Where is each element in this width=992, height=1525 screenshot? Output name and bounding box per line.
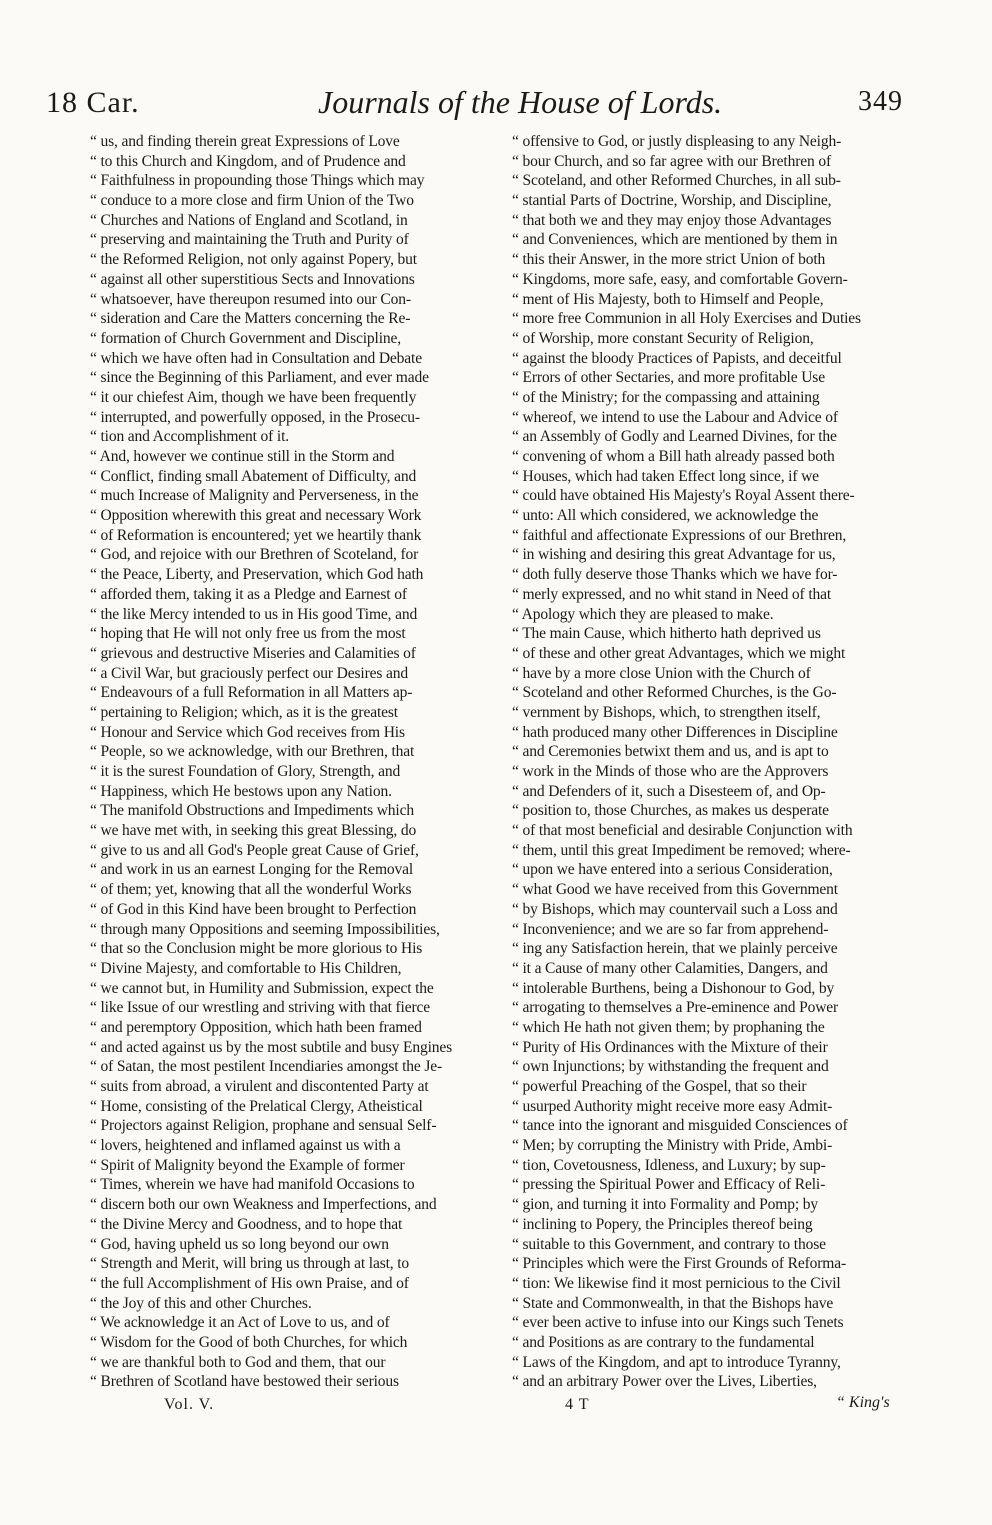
text-line: “ Laws of the Kingdom, and apt to introduce Tyranny, bbox=[512, 1353, 841, 1371]
text-line: “ Kingdoms, more safe, easy, and comfortable Govern- bbox=[512, 270, 848, 288]
text-line: “ Churches and Nations of England and Scotland, in bbox=[90, 211, 408, 229]
text-line: “ own Injunctions; by withstanding the frequent and bbox=[512, 1058, 829, 1076]
text-line: “ hath produced many other Differences in Discipline bbox=[512, 723, 838, 741]
text-line: “ whereof, we intend to use the Labour and Advice of bbox=[512, 408, 838, 426]
text-line: “ Home, consisting of the Prelatical Clergy, Atheistical bbox=[90, 1097, 423, 1115]
text-line: “ and work in us an earnest Longing for the Removal bbox=[90, 861, 414, 879]
text-line: “ of these and other great Advantages, which we might bbox=[512, 644, 846, 662]
text-line: “ which we have often had in Consultation and Debate bbox=[90, 349, 422, 367]
text-line: “ Brethren of Scotland have bestowed their serious bbox=[90, 1373, 399, 1391]
text-line: “ hoping that He will not only free us from the most bbox=[90, 625, 406, 643]
text-line: “ and Conveniences, which are mentioned by them in bbox=[512, 231, 838, 249]
text-line: “ afforded them, taking it as a Pledge and Earnest of bbox=[90, 585, 407, 603]
text-line: “ we have met with, in seeking this great Blessing, do bbox=[90, 822, 417, 840]
text-line: “ the like Mercy intended to us in His good Time, and bbox=[90, 605, 418, 623]
text-line: “ conduce to a more close and firm Union of the Two bbox=[90, 192, 414, 210]
text-line: “ and acted against us by the most subtile and busy Engines bbox=[90, 1038, 453, 1056]
text-line: “ Inconvenience; and we are so far from apprehend- bbox=[512, 920, 829, 938]
signature-mark: 4 T bbox=[565, 1396, 590, 1413]
text-line: “ The manifold Obstructions and Impediments which bbox=[90, 802, 414, 820]
text-line: “ tion and Accomplishment of it. bbox=[90, 428, 290, 446]
text-line: “ and Positions as are contrary to the fundamental bbox=[512, 1333, 815, 1351]
running-head-regnal-year: 18 Car. bbox=[46, 86, 140, 119]
text-line: “ upon we have entered into a serious Consideration, bbox=[512, 861, 833, 879]
text-line: “ bour Church, and so far agree with our Brethren of bbox=[512, 152, 832, 170]
text-line: “ of God in this Kind have been brought to Perfection bbox=[90, 900, 417, 918]
volume-mark: Vol. V. bbox=[164, 1396, 215, 1413]
text-line: “ an Assembly of Godly and Learned Divines, for the bbox=[512, 428, 837, 446]
text-line: “ sideration and Care the Matters concerning the Re- bbox=[90, 310, 411, 328]
text-line: “ offensive to God, or justly displeasing to any Neigh- bbox=[512, 133, 842, 150]
text-line: “ the full Accomplishment of His own Praise, and of bbox=[90, 1274, 409, 1292]
text-line: “ position to, those Churches, as makes us desperate bbox=[512, 802, 829, 820]
text-line: “ by Bishops, which may countervail such a Loss and bbox=[512, 900, 838, 918]
text-line: “ tance into the ignorant and misguided Consciences of bbox=[512, 1117, 848, 1135]
text-line: “ Honour and Service which God receives from His bbox=[90, 723, 405, 741]
text-line: “ discern both our own Weakness and Imperfections, and bbox=[90, 1196, 437, 1214]
page-footer bbox=[0, 1394, 992, 1430]
text-line: “ more free Communion in all Holy Exercises and Duties bbox=[512, 310, 861, 328]
text-line: “ against the bloody Practices of Papists, and deceitful bbox=[512, 349, 842, 367]
text-line: “ preserving and maintaining the Truth and Purity of bbox=[90, 231, 409, 249]
text-line: “ could have obtained His Majesty's Royal Assent there- bbox=[512, 487, 855, 505]
text-line: “ The main Cause, which hitherto hath deprived us bbox=[512, 625, 821, 643]
text-line: “ whatsoever, have thereupon resumed into our Con- bbox=[90, 290, 411, 308]
text-line: “ And, however we continue still in the Storm and bbox=[90, 448, 395, 465]
text-line: “ of the Ministry; for the compassing and attaining bbox=[512, 388, 820, 406]
text-line: “ us, and finding therein great Expressions of Love bbox=[90, 133, 400, 150]
text-line: “ and Defenders of it, such a Disesteem of, and Op- bbox=[512, 782, 826, 800]
text-line: “ to this Church and Kingdom, and of Prudence and bbox=[90, 152, 406, 170]
text-line: “ in wishing and desiring this great Advantage for us, bbox=[512, 546, 836, 564]
text-line: “ the Divine Mercy and Goodness, and to hope that bbox=[90, 1215, 403, 1233]
text-line: “ it a Cause of many other Calamities, Dangers, and bbox=[512, 959, 828, 977]
text-line: “ much Increase of Malignity and Perverseness, in the bbox=[90, 487, 419, 505]
text-line: “ the Peace, Liberty, and Preservation, which God hath bbox=[90, 566, 424, 584]
text-line: “ suits from abroad, a virulent and discontented Party at bbox=[90, 1078, 429, 1095]
right-text-column bbox=[512, 132, 918, 1394]
text-line: “ People, so we acknowledge, with our Brethren, that bbox=[90, 743, 415, 761]
text-line: “ Opposition wherewith this great and necessary Work bbox=[90, 507, 422, 525]
text-line: “ inclining to Popery, the Principles thereof being bbox=[512, 1215, 813, 1233]
text-line: “ that so the Conclusion might be more glorious to His bbox=[90, 940, 423, 958]
text-line: “ since the Beginning of this Parliament, and ever made bbox=[90, 369, 429, 387]
page-header bbox=[0, 80, 992, 132]
text-line: “ of Worship, more constant Security of Religion, bbox=[512, 329, 814, 347]
text-line: “ them, until this great Impediment be removed; where- bbox=[512, 841, 851, 859]
text-line: “ Scoteland and other Reformed Churches, is the Go- bbox=[512, 684, 837, 702]
text-line: “ of Satan, the most pestilent Incendiaries amongst the Je- bbox=[90, 1058, 443, 1076]
text-line: “ formation of Church Government and Discipline, bbox=[90, 329, 401, 347]
text-line: “ Faithfulness in propounding those Things which may bbox=[90, 172, 425, 190]
text-line: “ the Joy of this and other Churches. bbox=[90, 1294, 312, 1312]
text-line: “ usurped Authority might receive more easy Admit- bbox=[512, 1097, 833, 1115]
text-line: “ this their Answer, in the more strict Union of both bbox=[512, 251, 826, 269]
text-line: “ tion, Covetousness, Idleness, and Luxury; by sup- bbox=[512, 1156, 826, 1174]
text-line: “ it our chiefest Aim, though we have been frequently bbox=[90, 388, 417, 406]
text-line: “ suitable to this Government, and contrary to those bbox=[512, 1235, 826, 1253]
text-line: “ Apology which they are pleased to make. bbox=[512, 605, 774, 623]
text-line: “ intolerable Burthens, being a Dishonour to God, by bbox=[512, 979, 835, 997]
text-line: “ what Good we have received from this Government bbox=[512, 881, 838, 899]
text-line: “ Wisdom for the Good of both Churches, for which bbox=[90, 1333, 408, 1351]
text-line: “ State and Commonwealth, in that the Bishops have bbox=[512, 1294, 834, 1312]
text-line: “ the Reformed Religion, not only against Popery, but bbox=[90, 251, 417, 269]
text-line: “ Principles which were the First Grounds of Reforma- bbox=[512, 1255, 846, 1273]
text-line: “ vernment by Bishops, which, to strengthen itself, bbox=[512, 703, 821, 721]
text-line: “ merly expressed, and no whit stand in Need of that bbox=[512, 585, 832, 603]
text-line: “ ever been active to infuse into our Kings such Tenets bbox=[512, 1314, 844, 1332]
text-line: “ Errors of other Sectaries, and more profitable Use bbox=[512, 369, 825, 387]
text-line: “ unto: All which considered, we acknowledge the bbox=[512, 507, 819, 525]
text-line: “ doth fully deserve those Thanks which we have for- bbox=[512, 566, 838, 584]
text-line: “ pressing the Spiritual Power and Efficacy of Reli- bbox=[512, 1176, 826, 1194]
text-line: “ lovers, heightened and inflamed against us with a bbox=[90, 1137, 401, 1155]
text-line: “ Happiness, which He bestows upon any Nation. bbox=[90, 782, 392, 800]
text-line: “ and an arbitrary Power over the Lives, Liberties, bbox=[512, 1373, 817, 1391]
text-line: “ faithful and affectionate Expressions of our Brethren, bbox=[512, 526, 847, 544]
text-line: “ of Reformation is encountered; yet we heartily thank bbox=[90, 526, 422, 544]
page-number: 349 bbox=[858, 86, 903, 117]
left-text-column bbox=[90, 132, 498, 1394]
text-line: “ of that most beneficial and desirable Conjunction with bbox=[512, 822, 853, 840]
text-line: “ We acknowledge it an Act of Love to us, and of bbox=[90, 1314, 390, 1332]
text-line: “ Divine Majesty, and comfortable to His Children, bbox=[90, 959, 402, 977]
text-line: “ through many Oppositions and seeming Impossibilities, bbox=[90, 920, 440, 938]
text-line: “ we are thankful both to God and them, that our bbox=[90, 1353, 386, 1371]
text-line: “ a Civil War, but graciously perfect our Desires and bbox=[90, 664, 408, 682]
text-line: “ like Issue of our wrestling and striving with that fierce bbox=[90, 999, 430, 1017]
text-line: “ Men; by corrupting the Ministry with Pride, Ambi- bbox=[512, 1137, 833, 1155]
text-line: “ Times, wherein we have had manifold Occasions to bbox=[90, 1176, 415, 1194]
text-line: “ which He hath not given them; by prophaning the bbox=[512, 1018, 825, 1036]
text-line: “ give to us and all God's People great Cause of Grief, bbox=[90, 841, 419, 859]
text-line: “ Spirit of Malignity beyond the Example of former bbox=[90, 1156, 405, 1174]
text-line: “ God, having upheld us so long beyond our own bbox=[90, 1235, 389, 1253]
text-line: “ grievous and destructive Miseries and Calamities of bbox=[90, 644, 416, 662]
text-line: “ against all other superstitious Sects and Innovations bbox=[90, 270, 415, 288]
text-line: “ and peremptory Opposition, which hath been framed bbox=[90, 1018, 422, 1036]
catchword: “ King's bbox=[836, 1394, 890, 1411]
text-line: “ that both we and they may enjoy those Advantages bbox=[512, 211, 832, 229]
text-line: “ Conflict, finding small Abatement of Difficulty, and bbox=[90, 467, 417, 485]
text-line: “ gion, and turning it into Formality and Pomp; by bbox=[512, 1196, 819, 1214]
text-line: “ Strength and Merit, will bring us through at last, to bbox=[90, 1255, 410, 1273]
text-line: “ Projectors against Religion, prophane and sensual Self- bbox=[90, 1117, 437, 1135]
text-line: “ of them; yet, knowing that all the wonderful Works bbox=[90, 881, 412, 899]
text-line: “ interrupted, and powerfully opposed, in the Prosecu- bbox=[90, 408, 420, 426]
text-line: “ arrogating to themselves a Pre-eminence and Power bbox=[512, 999, 839, 1017]
text-line: “ Endeavours of a full Reformation in all Matters ap- bbox=[90, 684, 413, 702]
text-line: “ tion: We likewise find it most pernicious to the Civil bbox=[512, 1274, 841, 1292]
text-line: “ and Ceremonies betwixt them and us, and is apt to bbox=[512, 743, 829, 761]
text-line: “ have by a more close Union with the Church of bbox=[512, 664, 811, 682]
text-line: “ Purity of His Ordinances with the Mixture of their bbox=[512, 1038, 828, 1056]
running-head-title: Journals of the House of Lords. bbox=[318, 84, 723, 120]
text-line: “ God, and rejoice with our Brethren of Scoteland, for bbox=[90, 546, 419, 564]
text-line: “ convening of whom a Bill hath already passed both bbox=[512, 448, 835, 465]
text-line: “ Scoteland, and other Reformed Churches, in all sub- bbox=[512, 172, 841, 190]
text-line: “ stantial Parts of Doctrine, Worship, and Discipline, bbox=[512, 192, 832, 210]
text-line: “ ing any Satisfaction herein, that we plainly perceive bbox=[512, 940, 838, 958]
text-line: “ powerful Preaching of the Gospel, that so their bbox=[512, 1078, 807, 1095]
text-line: “ we cannot but, in Humility and Submission, expect the bbox=[90, 979, 434, 997]
text-line: “ pertaining to Religion; which, as it is the greatest bbox=[90, 703, 398, 721]
text-line: “ it is the surest Foundation of Glory, Strength, and bbox=[90, 763, 401, 780]
text-line: “ work in the Minds of those who are the Approvers bbox=[512, 763, 829, 780]
text-line: “ Houses, which had taken Effect long since, if we bbox=[512, 467, 819, 485]
text-line: “ ment of His Majesty, both to Himself and People, bbox=[512, 290, 824, 308]
